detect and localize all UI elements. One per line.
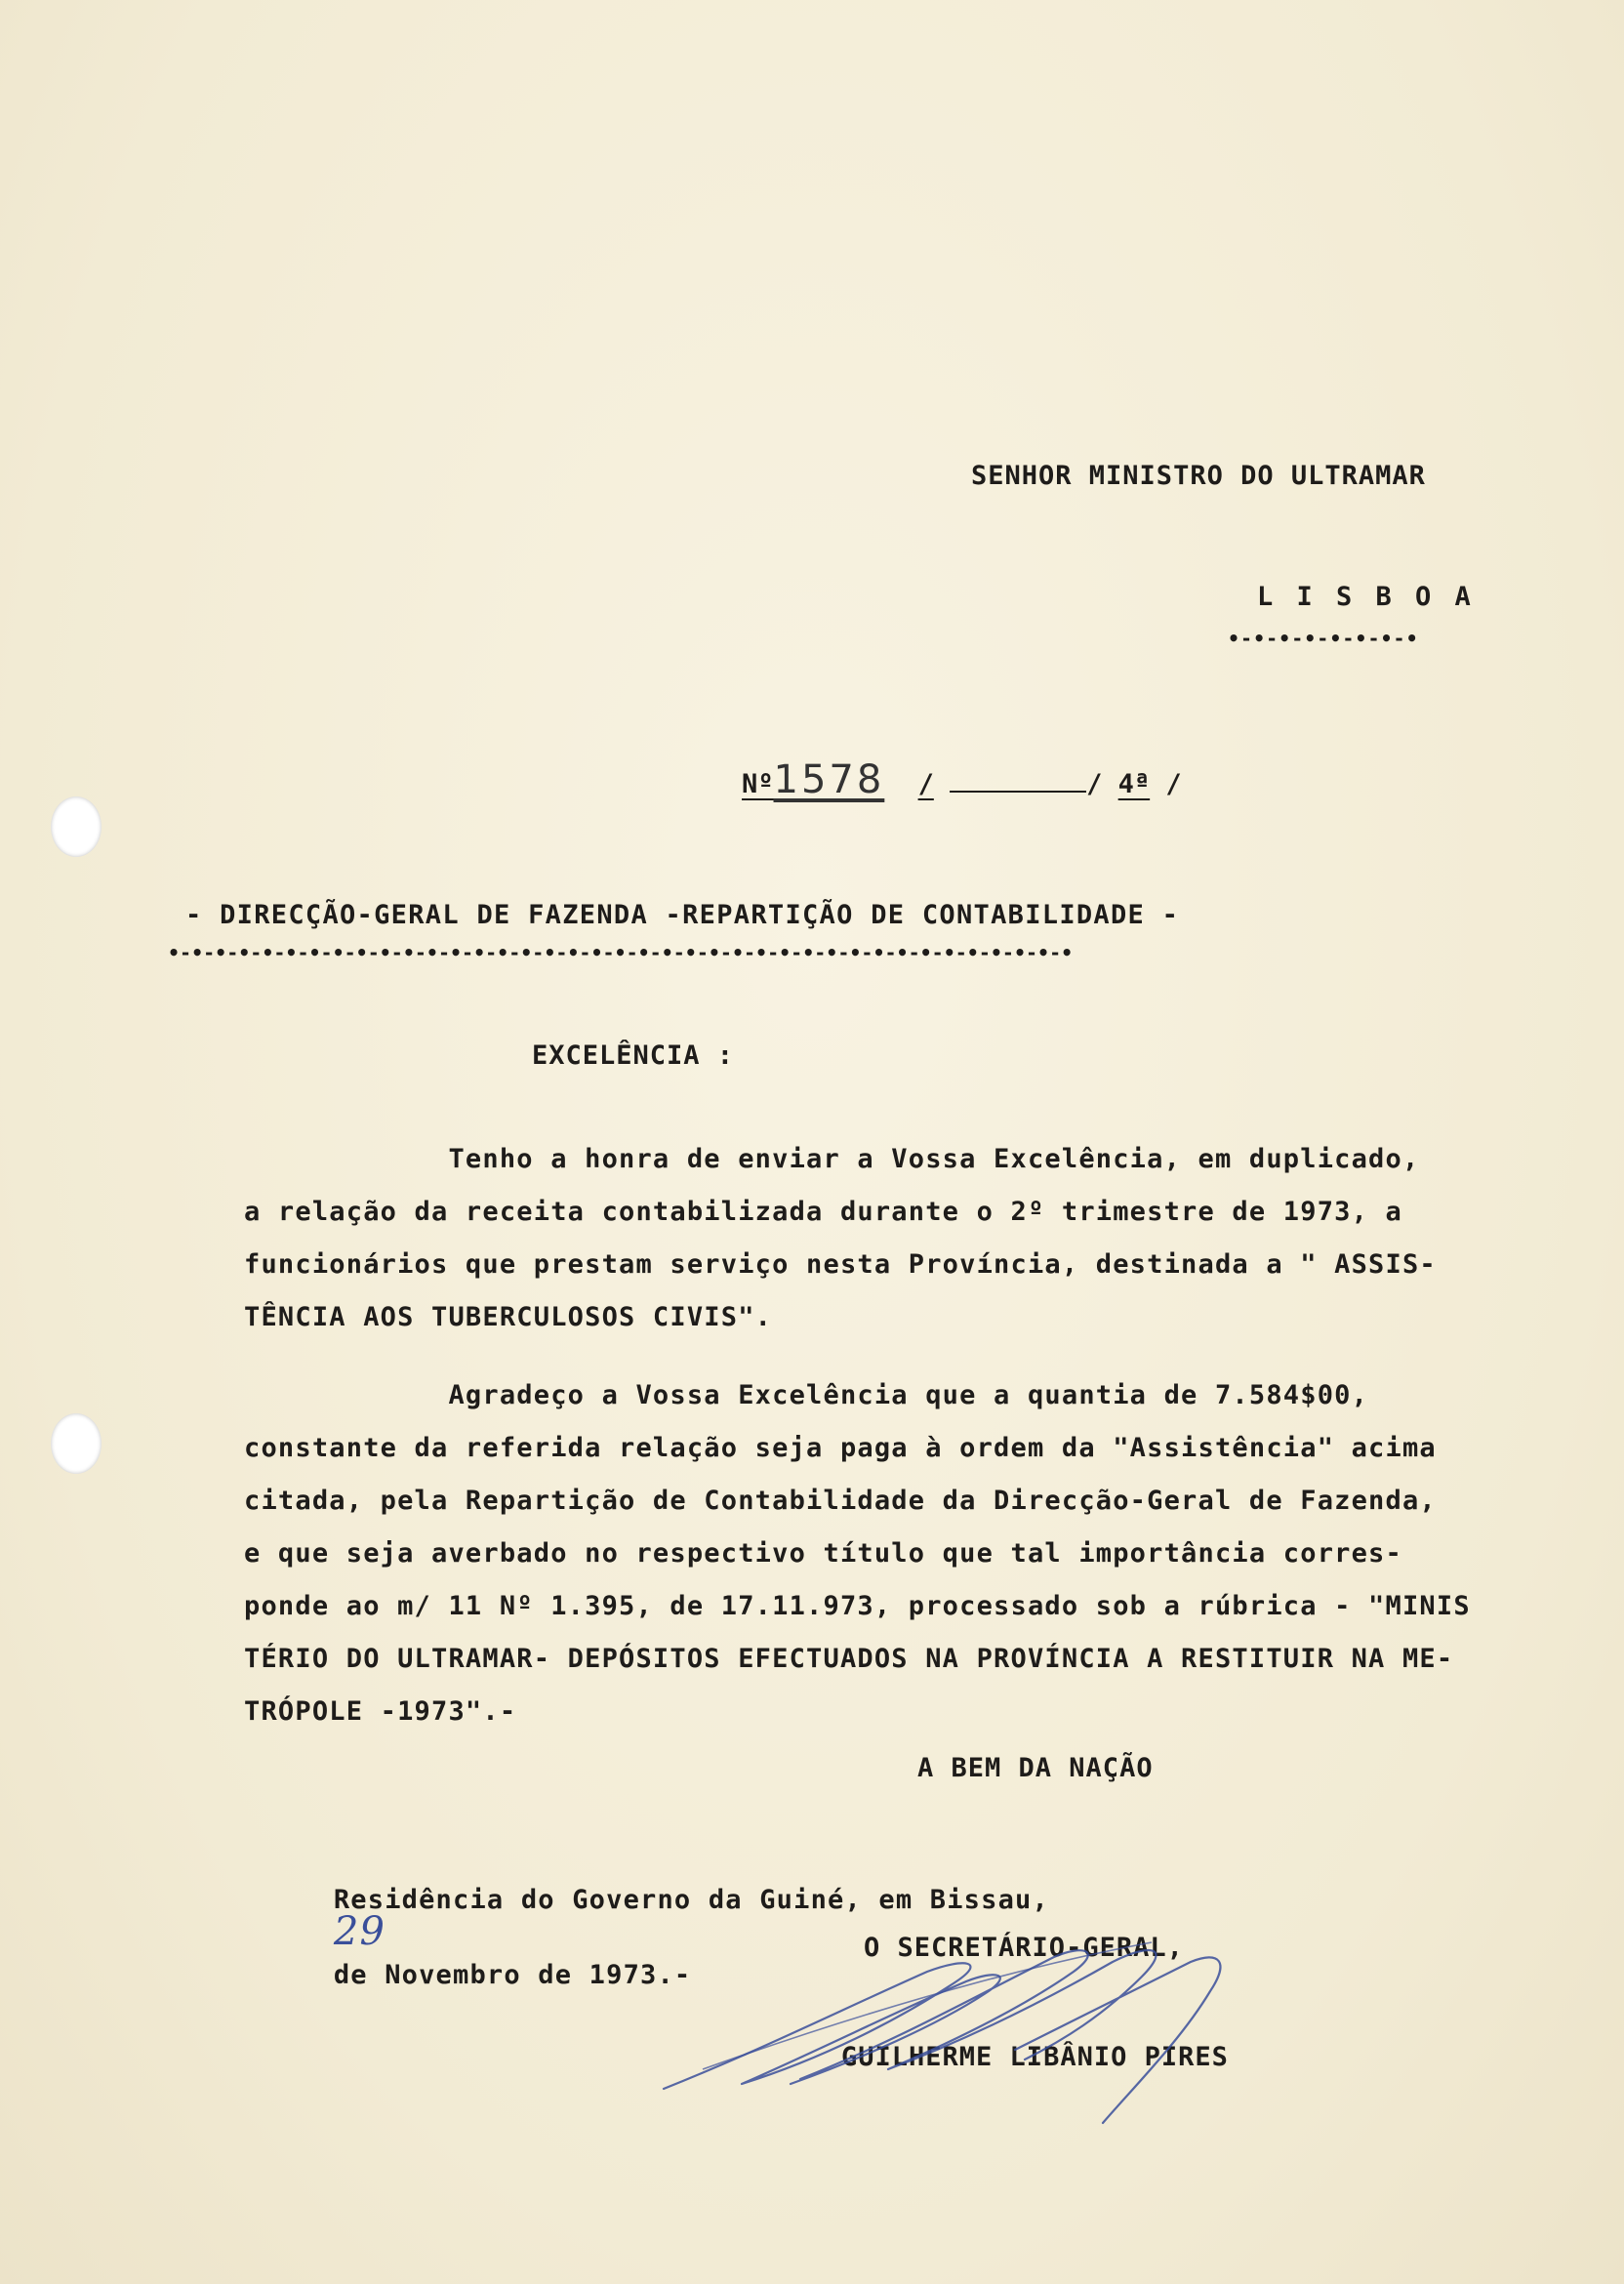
reference-section: 4ª xyxy=(1117,769,1151,799)
department-title: - DIRECÇÃO-GERAL DE FAZENDA -REPARTIÇÃO DE CONTABILIDADE - xyxy=(185,900,1180,930)
addressee-line: SENHOR MINISTRO DO ULTRAMAR xyxy=(971,461,1426,491)
department-rule: •-•-•-•-•-•-•-•-•-•-•-•-•-•-•-•-•-•-•-•-•-•-•-•-•-•-•-•-•-•-•-•-•-•-•-•-•-•-• xyxy=(168,941,1074,964)
paragraph-1-line: funcionários que prestam serviço nesta Província, destinada a " ASSIS- xyxy=(244,1249,1437,1280)
paragraph-2-line: ponde ao m/ 11 Nº 1.395, de 17.11.973, processado sob a rúbrica - "MINIS xyxy=(244,1591,1471,1621)
reference-number-value: 1578 xyxy=(773,757,885,802)
signature xyxy=(644,1903,1269,2128)
handwritten-day: 29 xyxy=(333,1909,386,1954)
signatory-title: O SECRETÁRIO-GERAL, xyxy=(864,1933,1184,1963)
punch-hole-top xyxy=(51,796,102,857)
paragraph-2-line: TÉRIO DO ULTRAMAR- DEPÓSITOS EFECTUADOS NA PROVÍNCIA A RESTITUIR NA ME- xyxy=(244,1644,1454,1674)
signatory-name: GUILHERME LIBÂNIO PIRES xyxy=(841,2042,1229,2072)
paragraph-2-line: e que seja averbado no respectivo título que tal importância corres- xyxy=(244,1538,1402,1569)
paragraph-1-line: TÊNCIA AOS TUBERCULOSOS CIVIS". xyxy=(244,1302,773,1332)
paragraph-2-line: constante da referida relação seja paga à ordem da "Assistência" acima xyxy=(244,1433,1437,1463)
closing-formula: A BEM DA NAÇÃO xyxy=(917,1753,1154,1783)
paragraph-2-line: citada, pela Repartição de Contabilidade da Direcção-Geral de Fazenda, xyxy=(244,1486,1437,1516)
place-date-before: Residência do Governo da Guiné, em Bissau, xyxy=(333,1885,1049,1915)
paragraph-1-line: Tenho a honra de enviar a Vossa Excelência, em duplicado, xyxy=(244,1144,1420,1174)
salutation: EXCELÊNCIA : xyxy=(532,1040,735,1071)
reference-prefix: Nº xyxy=(742,769,774,799)
reference-slash-3: / xyxy=(1165,769,1182,799)
reference-slash-1: / xyxy=(917,769,934,799)
paragraph-1-line: a relação da receita contabilizada durante o 2º trimestre de 1973, a xyxy=(244,1197,1402,1227)
punch-hole-bottom xyxy=(51,1413,102,1474)
addressee-city: L I S B O A xyxy=(1257,582,1475,612)
place-date-after: de Novembro de 1973.- xyxy=(333,1960,692,1990)
paragraph-2-line: Agradeço a Vossa Excelência que a quantia de 7.584$00, xyxy=(244,1380,1369,1410)
reference-number xyxy=(742,757,1182,802)
reference-slash-2: / xyxy=(1086,769,1103,799)
city-rule: •-•-•-•-•-•-•-• xyxy=(1228,627,1419,650)
paragraph-2-line: TRÓPOLE -1973".- xyxy=(244,1696,517,1727)
